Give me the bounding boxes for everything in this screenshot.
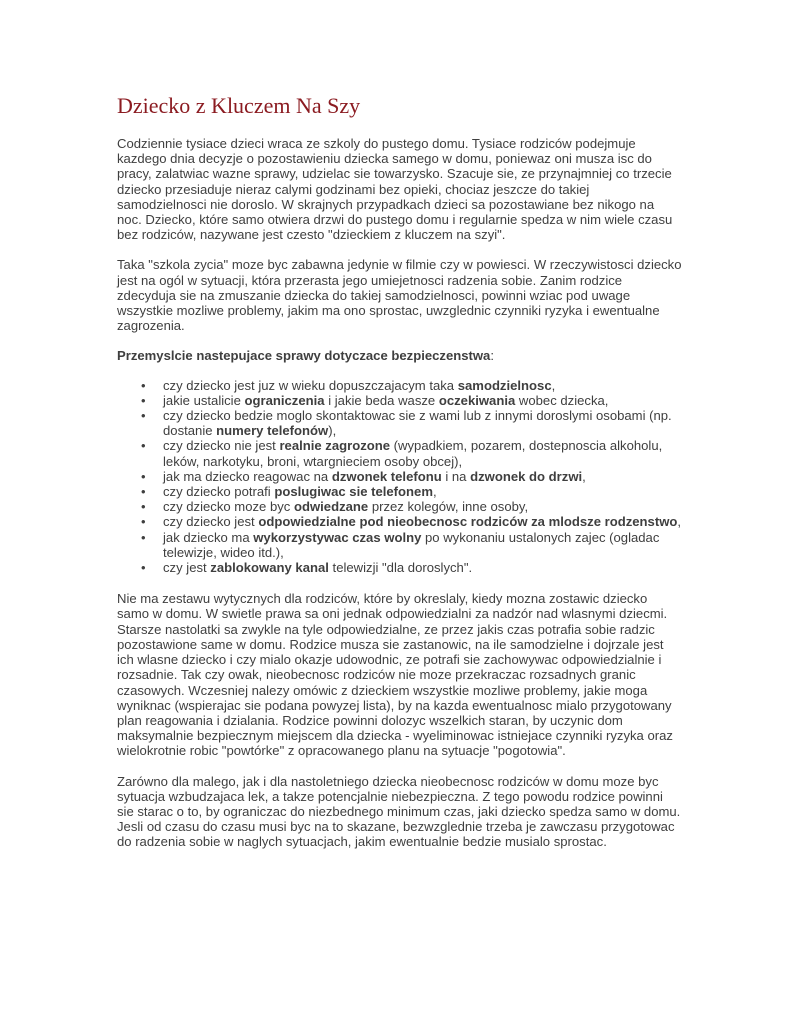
third-paragraph: Nie ma zestawu wytycznych dla rodziców, które by okreslaly, kiedy mozna zostawic dziecko samo w domu. W swietle prawa sa oni jednak odpowiedzialni za nadzór nad wlasnymi dziecmi. Starsze nastolatki sa zwykle na tyle odpowiedzialne, ze przez jakis czas potrafia sobie radzic pozostawione same w domu. Rodzice musza sie zastanowic, na ile samodzielne i dojrzale jest ich wlasne dziecko i czy mialo okazje udowodnic, ze potrafi sie zachowywac odpowiedzialnie i rozsadnie. Tak czy owak, nieobecnosc rodziców nie moze przekraczac rozsadnych granic czasowych. Wczesniej nalezy omówic z dzieckiem wszystkie mozliwe problemy, jakie moga wyniknac (wspierajac sie podana powyzej lista), by na kazda ewentualnosc mialo przygotowany plan reagowania i dzialania. Rodzice powinni dolozyc wszelkich staran, by uczynic dom maksymalnie bezpiecznym miejscem dla dziecka - wyeliminowac istniejace czynniki ryzyka oraz wielokrotnie robic "powtórke" z opracowanego planu na sytuacje "pogotowia". [117,591,673,759]
list-item: • czy dziecko jest juz w wieku dopuszczajacym taka samodzielnosc, [163,378,682,393]
list-item: • czy dziecko jest odpowiedzialne pod nieobecnosc rodziców za mlodsze rodzenstwo, [163,514,682,529]
document-page [117,92,682,865]
list-item: • czy dziecko moze byc odwiedzane przez kolegów, inne osoby, [163,499,682,514]
list-item: • czy dziecko nie jest realnie zagrozone (wypadkiem, pozarem, dostepnoscia alkoholu, leków, narkotyku, broni, wtargnieciem osoby obcej), [163,438,682,468]
list-item: • jak dziecko ma wykorzystywac czas wolny po wykonaniu ustalonych zajec (ogladac telewizje, wideo itd.), [163,530,682,560]
safety-lead [117,348,682,363]
list-item: • czy dziecko bedzie moglo skontaktowac sie z wami lub z innymi doroslymi osobami (np. dostanie numery telefonów), [163,408,682,438]
safety-list [117,378,682,576]
safety-lead-bold: Przemyslcie nastepujace sprawy dotyczace bezpieczenstwa [117,348,491,364]
list-item: • jak ma dziecko reagowac na dzwonek telefonu i na dzwonek do drzwi, [163,469,682,484]
list-item: • jakie ustalicie ograniczenia i jakie beda wasze oczekiwania wobec dziecka, [163,393,682,408]
closing-paragraph: Zarówno dla malego, jak i dla nastoletniego dziecka nieobecnosc rodziców w domu moze byc sytuacja wzbudzajaca lek, a takze potencjalnie niebezpieczna. Z tego powodu rodzice powinni sie starac o to, by ograniczac do niezbednego minimum czas, jaki dziecko spedza samo w domu. Jesli od czasu do czasu musi byc na to skazane, bezwzglednie trzeba je zawczasu przygotowac do radzenia sobie w naglych sytuacjach, jakim ewentualnie bedzie musialo sprostac. [117,773,681,850]
second-paragraph: Taka "szkola zycia" moze byc zabawna jedynie w filmie czy w powiesci. W rzeczywistosci dziecko jest na ogól w sytuacji, która przerasta jego umiejetnosci radzenia sobie. Zanim rodzice zdecyduja sie na zmuszanie dziecka do takiej samodzielnosci, powinni wziac pod uwage wszystkie mozliwe problemy, jakim ma ono sprostac, uwzglednic czynniki ryzyka i ewentualne zagrozenia. [117,257,682,334]
list-item: • czy dziecko potrafi poslugiwac sie telefonem, [163,484,682,499]
list-item: • czy jest zablokowany kanal telewizji "dla doroslych". [163,560,682,575]
intro-paragraph: Codziennie tysiace dzieci wraca ze szkoly do pustego domu. Tysiace rodziców podejmuje kazdego dnia decyzje o pozostawieniu dziecka samego w domu, poniewaz oni musza isc do pracy, zalatwiac wazne sprawy, udzielac sie towarzysko. Szacuje sie, ze przynajmniej co trzecie dziecko przesiaduje nieraz calymi godzinami bez opieki, chociaz jeszcze do takiej samodzielnosci nie doroslo. W skrajnych przypadkach dzieci sa pozostawiane bez nikogo na noc. Dziecko, które samo otwiera drzwi do pustego domu i regularnie spedza w nim wiele czasu bez rodziców, nazywane jest czesto "dzieckiem z kluczem na szyi". [117,136,673,243]
document-title: Dziecko z Kluczem Na Szy [117,93,361,118]
safety-lead-colon: : [490,348,494,364]
